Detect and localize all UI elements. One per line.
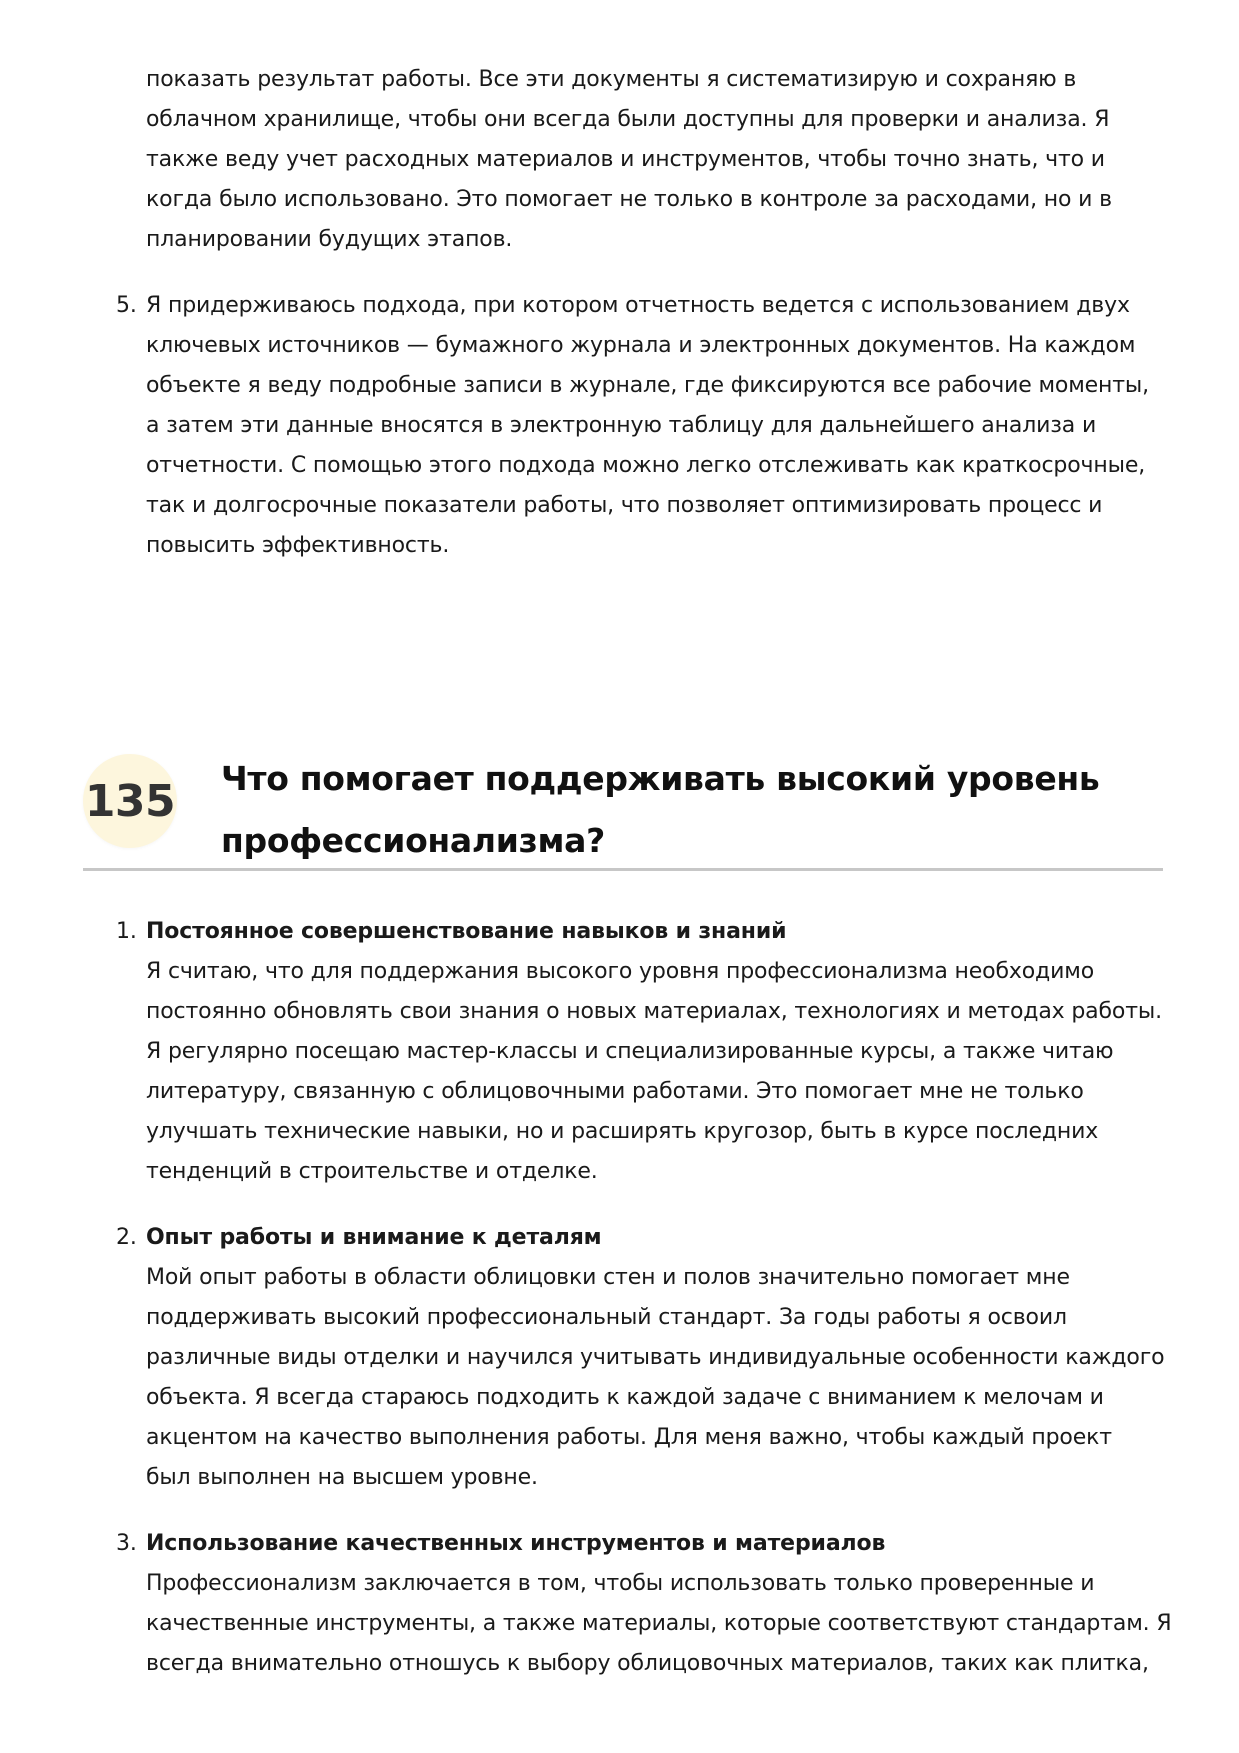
list-item-title: Опыт работы и внимание к деталям [146,1225,602,1250]
text-line: Мой опыт работы в области облицовки стен и полов значительно помогает мне [146,1265,1070,1290]
list-item-title: Постоянное совершенствование навыков и знаний [146,919,787,944]
text-line: улучшать технические навыки, но и расширять кругозор, быть в курсе последних [146,1119,1099,1144]
text-line: Я придерживаюсь подхода, при котором отчетность ведется с использованием двух [146,293,1130,318]
text-line: объекте я веду подробные записи в журнале, где фиксируются все рабочие моменты, [146,373,1149,398]
section-title-line: профессионализма? [221,821,605,860]
text-line: показать результат работы. Все эти документы я систематизирую и сохраняю в [146,67,1077,92]
text-line: тенденций в строительстве и отделке. [146,1159,598,1184]
text-line: литературу, связанную с облицовочными работами. Это помогает мне не только [146,1079,1084,1104]
list-number: 1. [116,919,137,944]
list-item-2 [146,1218,1166,1498]
text-line: качественные инструменты, а также материалы, которые соответствуют стандартам. Я [146,1611,1172,1636]
text-line: объекта. Я всегда стараюсь подходить к каждой задаче с вниманием к мелочам и [146,1385,1104,1410]
question-number-badge: 135 [83,754,177,848]
list-item-title: Использование качественных инструментов и материалов [146,1531,886,1556]
text-line: акцентом на качество выполнения работы. Для меня важно, чтобы каждый проект [146,1425,1112,1450]
continuation-paragraph [146,60,1166,260]
text-line: всегда внимательно отношусь к выбору облицовочных материалов, таких как плитка, [146,1651,1149,1676]
text-line: также веду учет расходных материалов и инструментов, чтобы точно знать, что и [146,147,1105,172]
text-line: Профессионализм заключается в том, чтобы использовать только проверенные и [146,1571,1095,1596]
list-item-1 [146,912,1166,1192]
text-line: постоянно обновлять свои знания о новых материалах, технологиях и методах работы. [146,999,1162,1024]
text-line: повысить эффективность. [146,533,450,558]
list-item-5 [146,286,1166,566]
list-number: 5. [116,293,137,318]
text-line: когда было использовано. Это помогает не только в контроле за расходами, но и в [146,187,1112,212]
list-number: 2. [116,1225,137,1250]
text-line: различные виды отделки и научился учитывать индивидуальные особенности каждого [146,1345,1165,1370]
text-line: планировании будущих этапов. [146,227,513,252]
list-item-3 [146,1524,1172,1684]
text-line: ключевых источников — бумажного журнала и электронных документов. На каждом [146,333,1136,358]
text-line: был выполнен на высшем уровне. [146,1465,538,1490]
text-line: поддерживать высокий профессиональный стандарт. За годы работы я освоил [146,1305,1067,1330]
section-title [221,748,1099,872]
section-header [83,748,1163,868]
text-line: так и долгосрочные показатели работы, что позволяет оптимизировать процесс и [146,493,1103,518]
text-line: Я считаю, что для поддержания высокого уровня профессионализма необходимо [146,959,1095,984]
text-line: облачном хранилище, чтобы они всегда были доступны для проверки и анализа. Я [146,107,1110,132]
text-line: отчетности. С помощью этого подхода можно легко отслеживать как краткосрочные, [146,453,1146,478]
text-line: а затем эти данные вносятся в электронную таблицу для дальнейшего анализа и [146,413,1097,438]
text-line: Я регулярно посещаю мастер-классы и специализированные курсы, а также читаю [146,1039,1114,1064]
list-number: 3. [116,1531,137,1556]
section-title-line: Что помогает поддерживать высокий уровень [221,759,1100,798]
section-divider [83,868,1163,871]
